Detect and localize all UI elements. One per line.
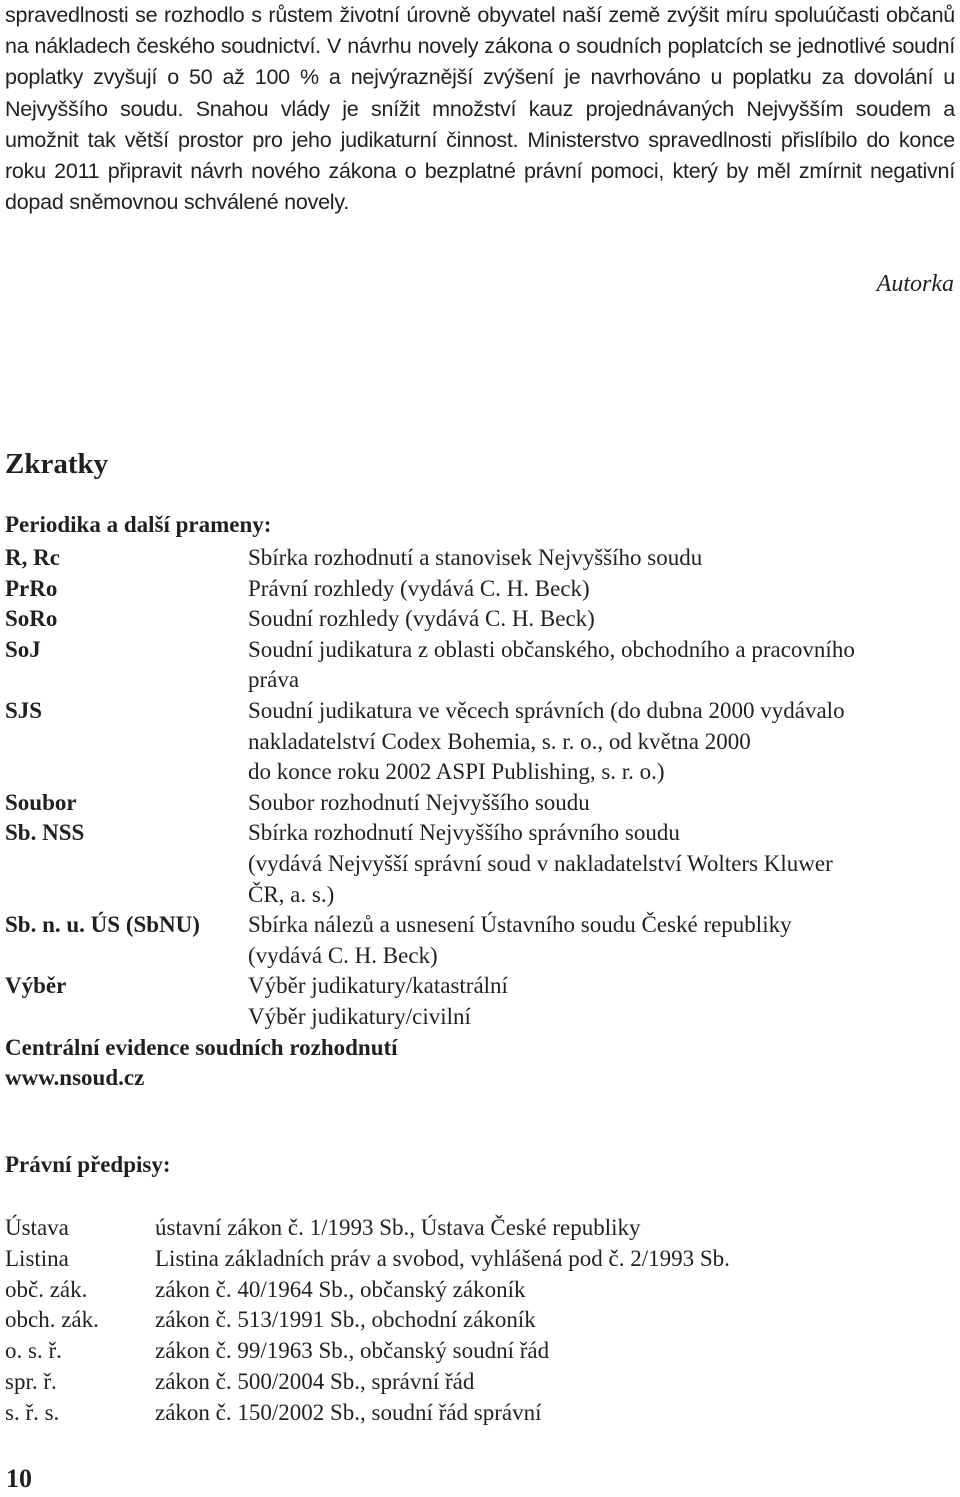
value-line: Sbírka rozhodnutí Nejvyššího správního soudu [248,820,680,846]
abbreviation-value [248,818,955,910]
value-line: do konce roku 2002 ASPI Publishing, s. r. o.) [248,759,665,785]
author-signature: Autorka [876,271,954,297]
value-line: Sbírka nálezů a usnesení Ústavního soudu České republiky [248,912,792,938]
law-description: zákon č. 99/1963 Sb., občanský soudní řád [155,1338,550,1364]
value-line: Sbírka rozhodnutí a stanovisek Nejvyššího soudu [248,545,703,570]
list-item [5,604,955,635]
law-description: Listina základních práv a svobod, vyhlášená pod č. 2/1993 Sb. [155,1245,730,1271]
law-abbreviation: Ústava [5,1215,69,1240]
abbreviation-value [248,543,955,574]
list-item [5,696,955,788]
law-description: zákon č. 513/1991 Sb., obchodní zákoník [155,1307,536,1333]
list-item [5,971,955,1032]
abbreviation-key: SoRo [5,606,58,632]
law-description: zákon č. 500/2004 Sb., správní řád [155,1368,475,1394]
law-description: zákon č. 150/2002 Sb., soudní řád správní [155,1399,542,1425]
abbreviation-value [248,635,955,696]
value-line: Soudní judikatura ve věcech správních (do dubna 2000 vydávalo [248,697,845,723]
value-line: Výběr judikatury/katastrální [248,973,508,999]
abbreviation-value [248,971,955,1032]
abbreviation-key: Sb. n. u. ÚS (SbNU) [5,912,200,938]
law-abbreviation: Listina [5,1245,69,1271]
abbreviation-key: SJS [5,697,43,723]
website-line: www.nsoud.cz [5,1065,145,1091]
list-item [5,574,955,605]
value-line: práva [248,667,300,693]
law-description: ústavní zákon č. 1/1993 Sb., Ústava České republiky [155,1215,641,1240]
law-abbreviation: obč. zák. [5,1276,88,1302]
value-line: Soudní judikatura z oblasti občanského, obchodního a pracovního [248,636,855,662]
abbreviation-value [248,696,955,788]
abbreviation-value [248,788,955,819]
abbreviation-key: SoJ [5,636,41,662]
page-number: 10 [6,1464,32,1493]
list-item [5,910,955,971]
list-item [5,1275,955,1306]
abbreviation-value [248,574,955,605]
periodicals-list [5,543,955,1094]
list-item [5,818,955,910]
abbreviation-key: PrRo [5,575,58,601]
abbreviation-key: Soubor [5,789,77,815]
list-item [5,1398,955,1429]
abbreviations-heading: Zkratky [5,448,109,480]
value-line: Soudní rozhledy (vydává C. H. Beck) [248,606,595,632]
law-abbreviation: spr. ř. [5,1368,57,1394]
laws-subheading: Právní předpisy: [5,1152,171,1177]
law-abbreviation: s. ř. s. [5,1399,60,1425]
central-registry-line: Centrální evidence soudních rozhodnutí [5,1034,398,1060]
value-line: Soubor rozhodnutí Nejvyššího soudu [248,789,590,815]
list-item [5,1336,955,1367]
value-line: nakladatelství Codex Bohemia, s. r. o., od května 2000 [248,728,751,754]
list-item [5,788,955,819]
list-item [5,635,955,696]
intro-paragraph: spravedlnosti se rozhodlo s růstem životní úrovně obyvatel naší země zvýšit míru spoluúčasti občanů na nákladech českého soudnictví. V návrhu novely zákona o soudních poplatcích se jednotlivé soudní poplatky zvyšují o 50 až 100 % a nejvýraznější zvýšení je navrhováno u poplatku za dovolání u Nejvyššího soudu. Snahou vlády je snížit množství kauz projednávaných Nejvyšším soudem a umožnit tak větší prostor pro jeho judikaturní činnost. Ministerstvo spravedlnosti přislíbilo do konce roku 2011 připravit návrh nového zákona o bezplatné právní pomoci, který by měl zmírnit negativní dopad sněmovnou schválené novely. [5,3,955,215]
list-item [5,1244,955,1275]
value-line: ČR, a. s.) [248,881,335,907]
value-line: (vydává Nejvyšší správní soud v nakladatelství Wolters Kluwer [248,850,833,876]
periodicals-subheading: Periodika a další prameny: [5,512,272,537]
abbreviation-value [248,604,955,635]
law-abbreviation: obch. zák. [5,1307,99,1333]
abbreviation-key: Výběr [5,973,67,999]
list-item [5,543,955,574]
list-item [5,1367,955,1398]
list-item [5,1213,955,1244]
law-abbreviation: o. s. ř. [5,1338,62,1364]
abbreviation-value [248,910,955,971]
law-description: zákon č. 40/1964 Sb., občanský zákoník [155,1276,526,1302]
value-line: (vydává C. H. Beck) [248,942,438,968]
list-item [5,1305,955,1336]
value-line: Právní rozhledy (vydává C. H. Beck) [248,575,590,601]
value-line: Výběr judikatury/civilní [248,1003,471,1029]
abbreviation-key: R, Rc [5,545,60,570]
abbreviation-key: Sb. NSS [5,820,85,846]
laws-list [5,1213,955,1429]
